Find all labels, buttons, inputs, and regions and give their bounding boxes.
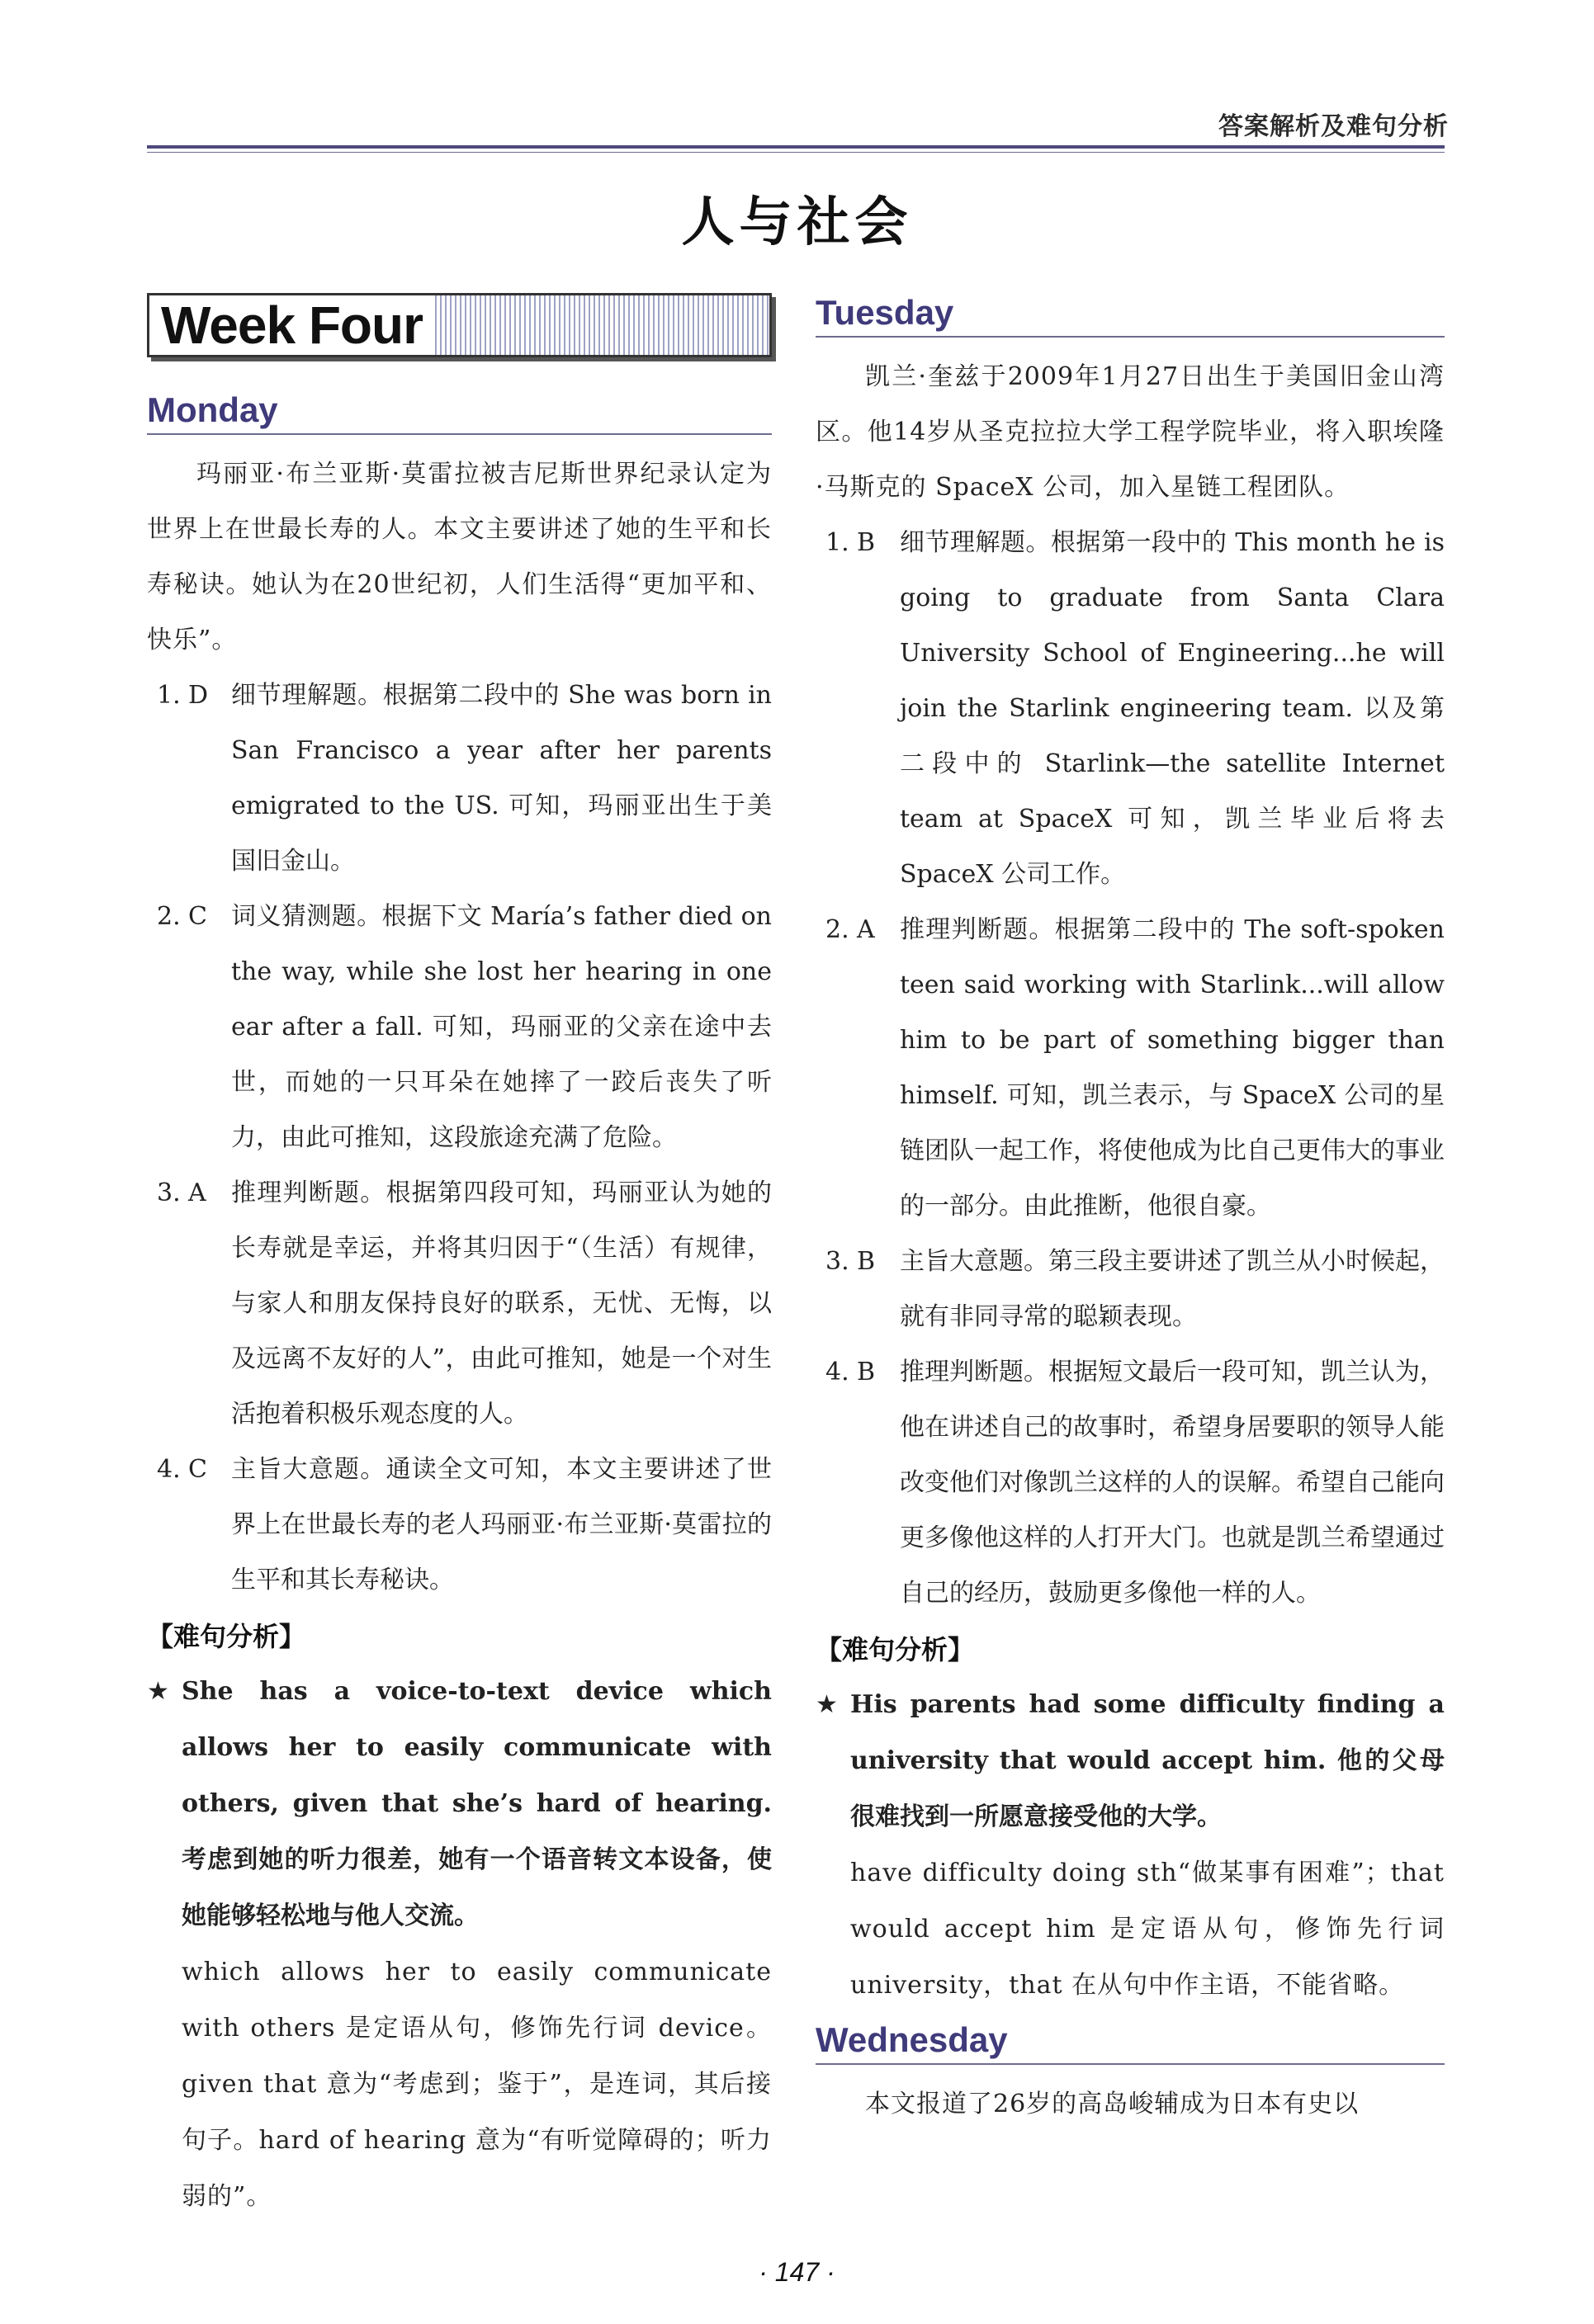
question-answer: A — [857, 915, 875, 944]
question-explanation: 细节理解题。根据第一段中的 This month he is going to graduate from Santa Clara University School of Engineering...he will join the Starlink engineering team. 以及第二段中的 Starlink—the satellite Internet team at SpaceX 可知，凯兰毕业后将去 SpaceX 公司工作。 — [900, 528, 1445, 889]
star-icon: ★ — [147, 1677, 169, 1706]
tuesday-question-4 — [825, 1344, 1445, 1621]
header-rule — [147, 145, 1445, 149]
question-explanation: 推理判断题。根据短文最后一段可知，凯兰认为，他在讲述自己的故事时，希望身居要职的领导人能改变他们对像凯兰这样的人的误解。希望自己能向更多像他这样的人打开大门。也就是凯兰希望通过自己的经历，鼓励更多像他一样的人。 — [900, 1358, 1445, 1608]
question-number: 2. — [157, 902, 181, 931]
header-rule-thin — [147, 152, 1445, 153]
page-number: · 147 · — [759, 2257, 835, 2287]
question-number: 4. — [825, 1358, 849, 1386]
question-answer: C — [188, 902, 207, 931]
sentence-text: She has a voice-to-text device which allows her to easily communicate with others, given that she’s hard of hearing. 考虑到她的听力很差，她有一个语音转文本设备，使她能够轻松地与他人交流。 — [182, 1677, 772, 1930]
question-number: 4. — [157, 1455, 181, 1484]
question-number: 3. — [157, 1179, 181, 1207]
question-number: 1. — [825, 528, 849, 557]
question-explanation: 主旨大意题。通读全文可知，本文主要讲述了世界上在世最长寿的老人玛丽亚·布兰亚斯·莫雷拉的生平和其长寿秘诀。 — [231, 1455, 772, 1594]
monday-question-2 — [157, 889, 772, 1165]
question-explanation: 词义猜测题。根据下文 María’s father died on the way, while she lost her hearing in one ear after a fall. 可知，玛丽亚的父亲在途中去世，而她的一只耳朵在她摔了一跤后丧失了听力，由此可推知，这段旅途充满了危险。 — [231, 902, 772, 1152]
question-answer: A — [188, 1179, 206, 1207]
question-number: 2. — [825, 915, 849, 944]
page-title: 人与社会 — [681, 191, 913, 253]
tuesday-question-1 — [825, 515, 1445, 902]
question-answer: B — [857, 528, 876, 557]
question-explanation: 主旨大意题。第三段主要讲述了凯兰从小时候起，就有非同寻常的聪颖表现。 — [900, 1247, 1445, 1331]
question-answer: B — [857, 1247, 876, 1276]
tuesday-summary: 凯兰·奎兹于2009年1月27日出生于美国旧金山湾区。他14岁从圣克拉拉大学工程学院毕业，将入职埃隆·马斯克的 SpaceX 公司，加入星链工程团队。 — [816, 362, 1445, 502]
tuesday-heading: Tuesday — [816, 293, 1445, 338]
tuesday-difficult-sentence — [816, 1677, 1445, 1845]
question-number: 3. — [825, 1247, 849, 1276]
monday-question-1 — [157, 668, 772, 889]
monday-sentence-note: which allows her to easily communicate with others 是定语从句，修饰先行词 device。given that 意为“考虑到；鉴于”，是连词，其后接句子。hard of hearing 意为“有听觉障碍的；听力弱的”。 — [182, 1958, 772, 2211]
tuesday-question-3 — [825, 1234, 1445, 1344]
running-head: 答案解析及难句分析 — [1218, 112, 1449, 141]
question-explanation: 推理判断题。根据第四段可知，玛丽亚认为她的长寿就是幸运，并将其归因于“（生活）有规律，与家人和朋友保持良好的联系，无忧、无悔，以及远离不友好的人”，由此可推知，她是一个对生活抱着积极乐观态度的人。 — [231, 1179, 772, 1429]
tuesday-question-2 — [825, 902, 1445, 1234]
question-answer: D — [188, 681, 209, 710]
monday-analysis-label: 【难句分析】 — [147, 1621, 306, 1652]
monday-difficult-sentence — [147, 1664, 772, 1944]
tuesday-sentence-note: have difficulty doing sth“做某事有困难”；that would accept him 是定语从句，修饰先行词 university，that 在从句中作主语，不能省略。 — [850, 1859, 1445, 2000]
right-column — [816, 293, 1445, 2132]
monday-question-3 — [157, 1165, 772, 1442]
question-explanation: 推理判断题。根据第二段中的 The soft-spoken teen said working with Starlink...will allow him to be part of something bigger than himself. 可知，凯兰表示，与 SpaceX 公司的星链团队一起工作，将使他成为比自己更伟大的事业的一部分。由此推断，他很自豪。 — [900, 915, 1445, 1221]
left-column — [147, 293, 772, 2225]
monday-summary: 玛丽亚·布兰亚斯·莫雷拉被吉尼斯世界纪录认定为世界上在世最长寿的人。本文主要讲述了她的生平和长寿秘诀。她认为在20世纪初，人们生活得“更加平和、快乐”。 — [147, 460, 772, 654]
week-banner — [147, 293, 772, 357]
question-answer: B — [857, 1358, 876, 1386]
wednesday-summary: 本文报道了26岁的高岛峻辅成为日本有史以 — [865, 2090, 1360, 2119]
question-answer: C — [188, 1455, 207, 1484]
question-number: 1. — [157, 681, 181, 710]
monday-question-4 — [157, 1442, 772, 1608]
tuesday-analysis-label: 【难句分析】 — [816, 1634, 975, 1665]
week-label: Week Four — [149, 295, 434, 355]
monday-heading: Monday — [147, 390, 772, 435]
wednesday-heading: Wednesday — [816, 2020, 1445, 2065]
sentence-text: His parents had some difficulty finding a university that would accept him. 他的父母很难找到一所愿意接受他的大学。 — [850, 1690, 1445, 1831]
question-explanation: 细节理解题。根据第二段中的 She was born in San Francisco a year after her parents emigrated to the US. 可知，玛丽亚出生于美国旧金山。 — [231, 681, 772, 876]
star-icon: ★ — [816, 1690, 838, 1719]
